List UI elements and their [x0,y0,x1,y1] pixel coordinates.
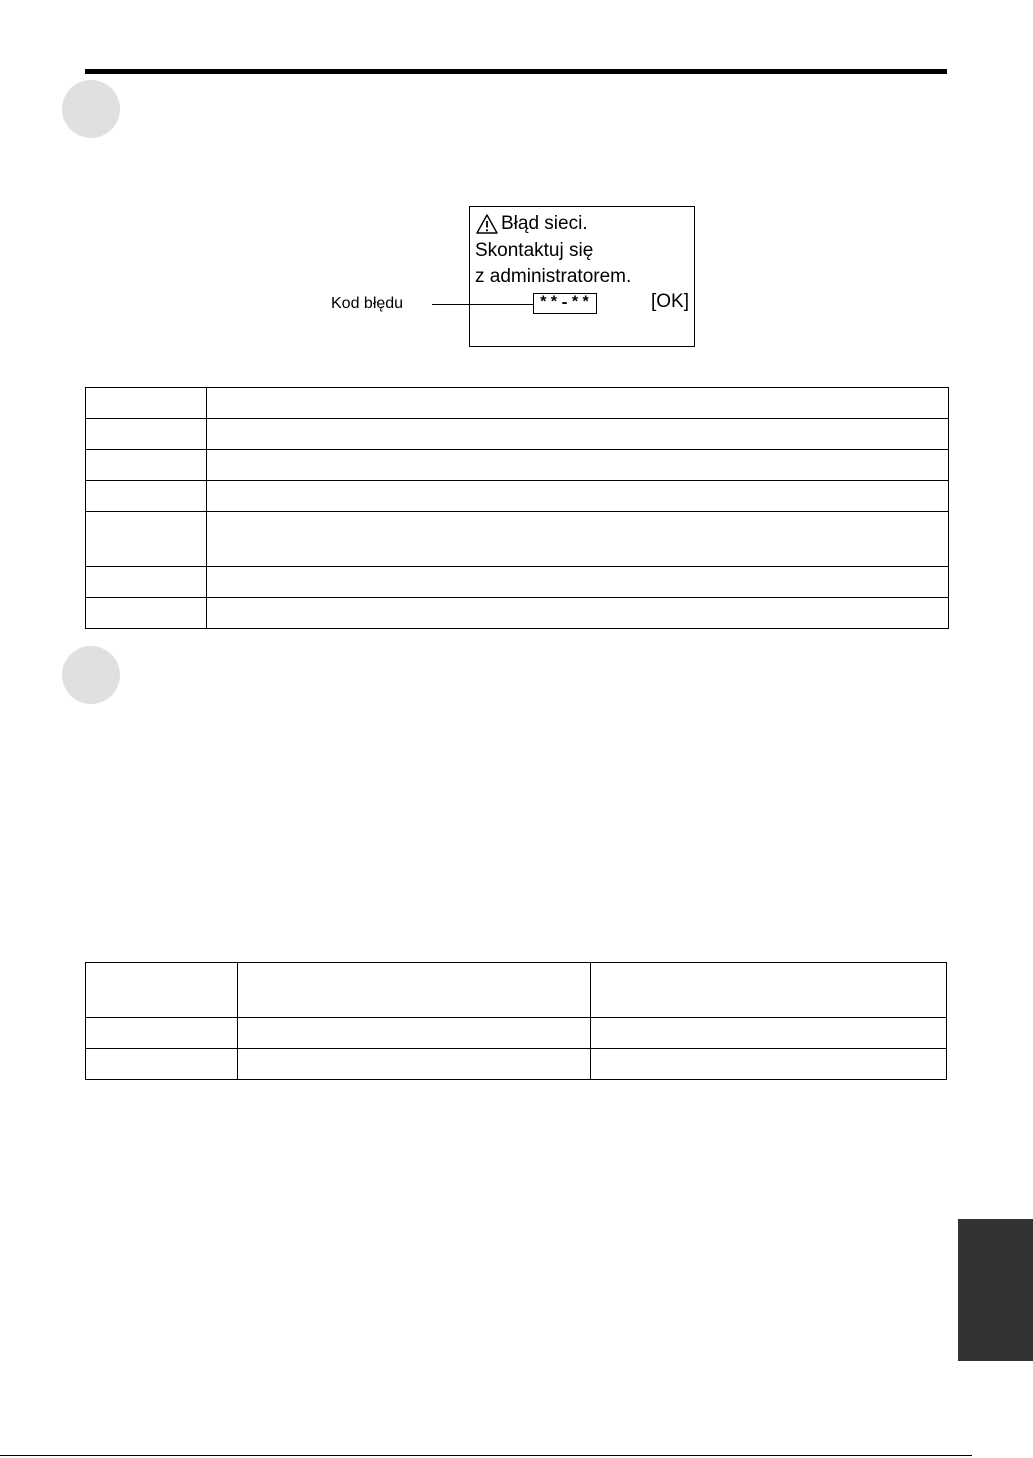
table-row [86,512,949,567]
table-cell [207,598,949,629]
table-cell [86,963,238,1018]
lcd-line-3: z administratorem. [475,266,632,287]
table-cell [238,963,591,1018]
table-cell [238,1018,591,1049]
ok-button-label: [OK] [650,291,689,312]
table-row [86,450,949,481]
table-cell [86,1049,238,1080]
section-marker-circle-2 [62,646,120,704]
bottom-rule [0,1455,972,1456]
table-cell [86,512,207,567]
settings-table [85,962,947,1080]
table-row [86,598,949,629]
table-cell [207,388,949,419]
table-cell [207,450,949,481]
lcd-error-screen [469,206,695,347]
table-cell [207,419,949,450]
table-cell [86,388,207,419]
table-cell [86,598,207,629]
table-cell [86,1018,238,1049]
table-cell [86,567,207,598]
error-code-table [85,387,949,629]
table-row [86,481,949,512]
table-cell [238,1049,591,1080]
error-code-box: **-** [533,293,597,314]
table-row [86,419,949,450]
top-rule [85,69,947,74]
section-marker-circle-1 [62,80,120,138]
chapter-side-tab [958,1219,1033,1361]
lcd-line-2: Skontaktuj się [475,240,594,261]
table-cell [207,512,949,567]
table-cell [207,567,949,598]
table-row [86,567,949,598]
table-row [86,388,949,419]
table-cell [591,1049,947,1080]
table-row [86,1049,947,1080]
table-cell [591,963,947,1018]
table-cell [591,1018,947,1049]
table-row [86,1018,947,1049]
error-code-callout-label: Kod błędu [331,295,404,312]
callout-leader-line [432,304,533,305]
table-cell [86,419,207,450]
table-row [86,963,947,1018]
lcd-line-1: Błąd sieci. [501,213,588,234]
table-cell [86,481,207,512]
table-cell [207,481,949,512]
warning-triangle-icon [476,214,498,234]
table-cell [86,450,207,481]
